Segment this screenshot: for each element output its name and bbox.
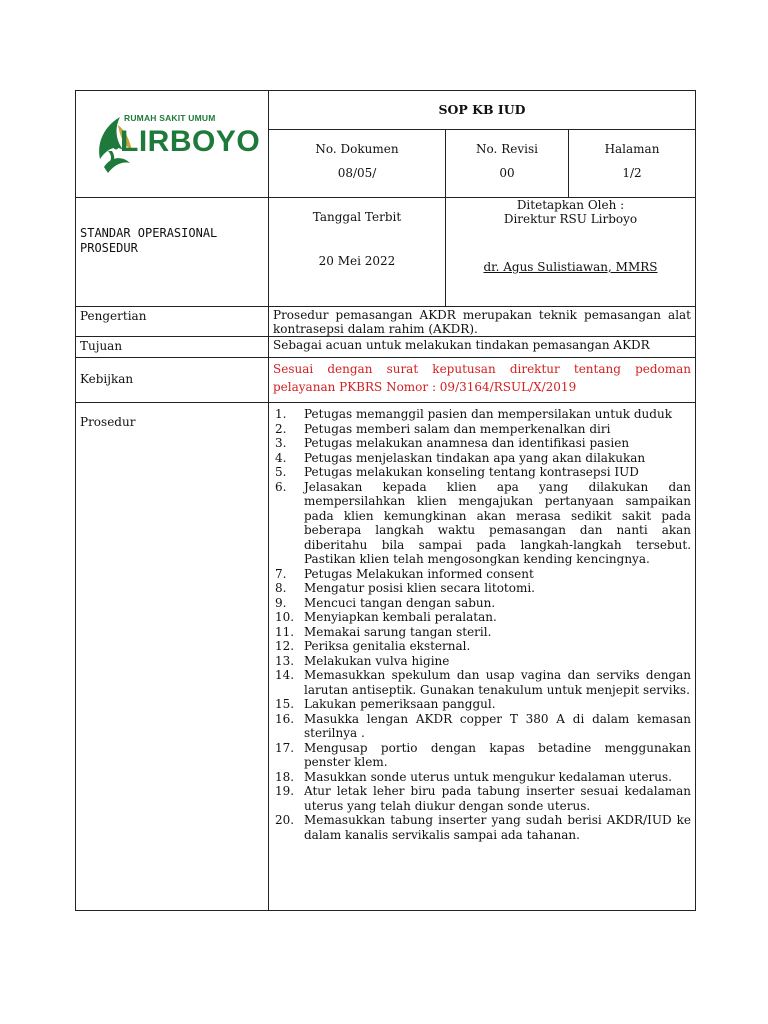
prosedur-label: Prosedur [76, 403, 269, 911]
revision-cell [446, 130, 569, 198]
step-text: Memakai sarung tangan steril. [304, 624, 492, 639]
step-text: Memasukkan tabung inserter yang sudah berisi AKDR/IUD ke dalam kanalis servikalis sampai ada tahanan. [304, 813, 692, 842]
procedure-step [273, 697, 691, 712]
step-text: Atur letak leher biru pada tabung inserter sesuai kedalaman uterus yang telah diukur dengan sonde uterus. [304, 784, 692, 813]
standard-label: STANDAR OPERASIONAL PROSEDUR [76, 198, 269, 307]
step-number: 12. [275, 639, 295, 653]
step-text: Petugas memanggil pasien dan mempersilakan untuk duduk [304, 407, 672, 421]
step-text: Petugas menjelaskan tindakan apa yang akan dilakukan [304, 450, 646, 465]
tujuan-text: Sebagai acuan untuk melakukan tindakan pemasangan AKDR [269, 337, 696, 358]
step-text: Mencuci tangan dengan sabun. [304, 595, 496, 610]
revision-label: No. Revisi [476, 142, 538, 156]
kebijakan-text: Sesuai dengan surat keputusan direktur tentang pedoman pelayanan PKBRS Nomor : 09/3164/RSUL/X/2019 [269, 358, 696, 403]
page-cell [569, 130, 696, 198]
page-value: 1/2 [622, 166, 642, 180]
prosedur-steps-list [273, 407, 691, 842]
procedure-step [273, 465, 691, 480]
step-number: 2. [275, 421, 287, 436]
issue-date-cell [269, 198, 446, 307]
procedure-step [273, 770, 691, 785]
step-number: 17. [275, 740, 295, 755]
doc-number-label: No. Dokumen [315, 142, 399, 156]
procedure-step [273, 784, 691, 813]
step-number: 7. [275, 566, 287, 581]
document-title: SOP KB IUD [269, 91, 696, 130]
step-number: 18. [275, 769, 295, 784]
procedure-step [273, 654, 691, 669]
step-text: Mengatur posisi klien secara litotomi. [304, 581, 535, 595]
doc-number-cell [269, 130, 446, 198]
procedure-step [273, 407, 691, 422]
procedure-step [273, 639, 691, 654]
step-number: 8. [275, 581, 287, 595]
step-number: 13. [275, 653, 295, 668]
procedure-step [273, 422, 691, 437]
sop-table [75, 90, 696, 911]
step-number: 14. [275, 668, 295, 682]
prosedur-steps-cell [269, 403, 696, 911]
issue-date-label: Tanggal Terbit [312, 210, 402, 224]
step-text: Mengusap portio dengan kapas betadine menggunakan penster klem. [304, 740, 692, 769]
procedure-step [273, 581, 691, 596]
procedure-step [273, 596, 691, 611]
logo-subtitle: RUMAH SAKIT UMUM [124, 113, 216, 123]
procedure-step [273, 436, 691, 451]
procedure-step [273, 451, 691, 466]
step-number: 5. [275, 465, 287, 479]
step-text: Melakukan vulva higine [304, 653, 450, 668]
procedure-step [273, 625, 691, 640]
procedure-step [273, 567, 691, 582]
step-number: 15. [275, 697, 295, 711]
step-text: Lakukan pemeriksaan panggul. [304, 697, 496, 711]
step-text: Masukkan sonde uterus untuk mengukur kedalaman uterus. [304, 769, 672, 784]
step-text: Memasukkan spekulum dan usap vagina dan serviks dengan larutan antiseptik. Gunakan tenakulum untuk menjepit serviks. [304, 668, 692, 697]
kebijakan-label: Kebijkan [76, 358, 269, 403]
step-number: 3. [275, 436, 287, 450]
step-text: Petugas melakukan konseling tentang kontrasepsi IUD [304, 465, 639, 479]
page-label: Halaman [604, 142, 660, 156]
approval-title: Direktur RSU Lirboyo [503, 212, 638, 226]
step-number: 11. [275, 624, 295, 639]
step-number: 16. [275, 711, 295, 726]
step-number: 20. [275, 813, 295, 827]
doc-number-value: 08/05/ [337, 166, 377, 180]
approval-cell [446, 198, 696, 307]
procedure-step [273, 813, 691, 842]
logo-title: LIRBOYO [120, 125, 261, 158]
step-number: 4. [275, 450, 287, 465]
tujuan-label: Tujuan [76, 337, 269, 358]
step-number: 10. [275, 610, 295, 624]
step-text: Petugas Melakukan informed consent [304, 566, 534, 581]
step-text: Menyiapkan kembali peralatan. [304, 610, 497, 624]
procedure-step [273, 741, 691, 770]
step-number: 9. [275, 595, 287, 610]
step-text: Masukka lengan AKDR copper T 380 A di dalam kemasan sterilnya . [304, 711, 692, 740]
procedure-step [273, 610, 691, 625]
issue-date-value: 20 Mei 2022 [318, 254, 396, 268]
procedure-step [273, 712, 691, 741]
step-number: 6. [275, 479, 287, 494]
step-text: Periksa genitalia eksternal. [304, 639, 471, 653]
step-number: 19. [275, 784, 295, 798]
step-text: Petugas memberi salam dan memperkenalkan diri [304, 421, 611, 436]
approver-name: dr. Agus Sulistiawan, MMRS [483, 260, 658, 274]
revision-value: 00 [499, 166, 515, 180]
pengertian-text: Prosedur pemasangan AKDR merupakan teknik pemasangan alat kontrasepsi dalam rahim (AKDR). [269, 307, 696, 337]
pengertian-label: Pengertian [76, 307, 269, 337]
step-text: Jelasakan kepada klien apa yang dilakukan dan mempersilahkan klien mengajukan pertanyaan sampaikan pada klien kemungkinan akan merasa sedikit sakit pada beberapa langkah waktu pemasangan dan nanti akan diberitahu bila sampai pada langkah-langkah tersebut. Pastikan klien telah mengosongkan kending kencingnya. [304, 479, 692, 566]
approval-label: Ditetapkan Oleh : [516, 198, 625, 212]
procedure-step [273, 668, 691, 697]
procedure-step [273, 480, 691, 567]
hospital-logo-cell [76, 91, 269, 198]
step-text: Petugas melakukan anamnesa dan identifikasi pasien [304, 436, 630, 450]
step-number: 1. [275, 407, 287, 421]
